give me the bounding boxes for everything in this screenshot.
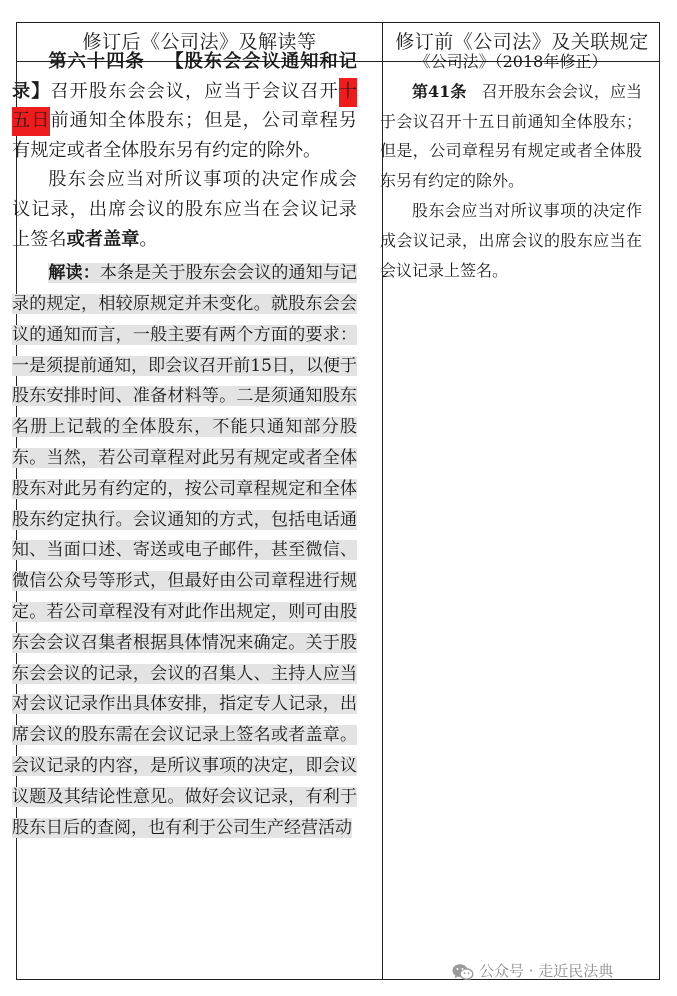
old-article-number: 第41条 xyxy=(412,81,467,101)
article-text-before: 召开股东会会议，应当于会议召开 xyxy=(50,80,339,102)
right-column xyxy=(380,47,642,285)
old-article-text: 召开股东会会议，应当于会议召开十五日前通知全体股东；但是，公司章程另有规定或者全体股东另有约定的除外。 xyxy=(380,81,642,191)
law-title: 《公司法》（2018年修正） xyxy=(414,52,608,71)
interpretation-label: 解读： xyxy=(48,263,100,284)
article-number: 第六十四条 xyxy=(48,51,145,72)
highlighted-term: 十五日 xyxy=(12,78,357,137)
interpretation-paragraph xyxy=(12,258,357,843)
watermark-text: 公众号 · 走近民法典 xyxy=(479,962,614,980)
article-text-after: 前通知全体股东；但是，公司章程另有规定或者全体股东另有约定的除外。 xyxy=(12,110,357,161)
header-right: 修订前《公司法》及关联规定 xyxy=(395,31,649,53)
header-left: 修订后《公司法》及解读等 xyxy=(82,31,317,53)
interpretation-text: 本条是关于股东会会议的通知与记录的规定，相较原规定并未变化。就股东会会议的通知而言，一般主要有两个方面的要求：一是须提前通知，即会议召开前15日，以便于股东安排时间、准备材料等。二是须通知股东名册上记载的全体股东，不能只通知部分股东。当然，若公司章程对此另有规定或者全体股东对此另有约定的，按公司章程规定和全体股东约定执行。会议通知的方式，包括电话通知、当面口述、寄送或电子邮件，甚至微信、微信公众号等形式，但最好由公司章程进行规定。若公司章程没有对此作出规定，则可由股东会会议召集者根据具体情况来确定。关于股东会会议的记录，会议的召集人、主持人应当对会议记录作出具体安排，指定专人记录，出席会议的股东需在会议记录上签名或者盖章。会议记录的内容，是所议事项的决定，即会议议题及其结论性意见。做好会议记录，有利于股东日后的查阅，也有利于公司生产经营活动 xyxy=(12,263,358,838)
left-column xyxy=(12,47,357,843)
article-paragraph-2 xyxy=(12,165,357,254)
wechat-icon xyxy=(452,963,474,981)
added-phrase: 或者盖章 xyxy=(66,228,140,250)
old-article-paragraph-2: 股东会应当对所议事项的决定作成会议记录，出席会议的股东应当在会议记录上签名。 xyxy=(380,200,642,280)
watermark xyxy=(452,958,613,984)
article-paragraph-2-text: 股东会应当对所议事项的决定作成会议记录，出席会议的股东应当在会议记录上签名 xyxy=(12,169,357,250)
article-title: 【股东会会议通知和记录】 xyxy=(12,51,357,102)
article-paragraph-2-end: 。 xyxy=(139,228,158,250)
article-paragraph-1 xyxy=(12,47,357,165)
old-article-paragraph-1 xyxy=(380,77,642,196)
